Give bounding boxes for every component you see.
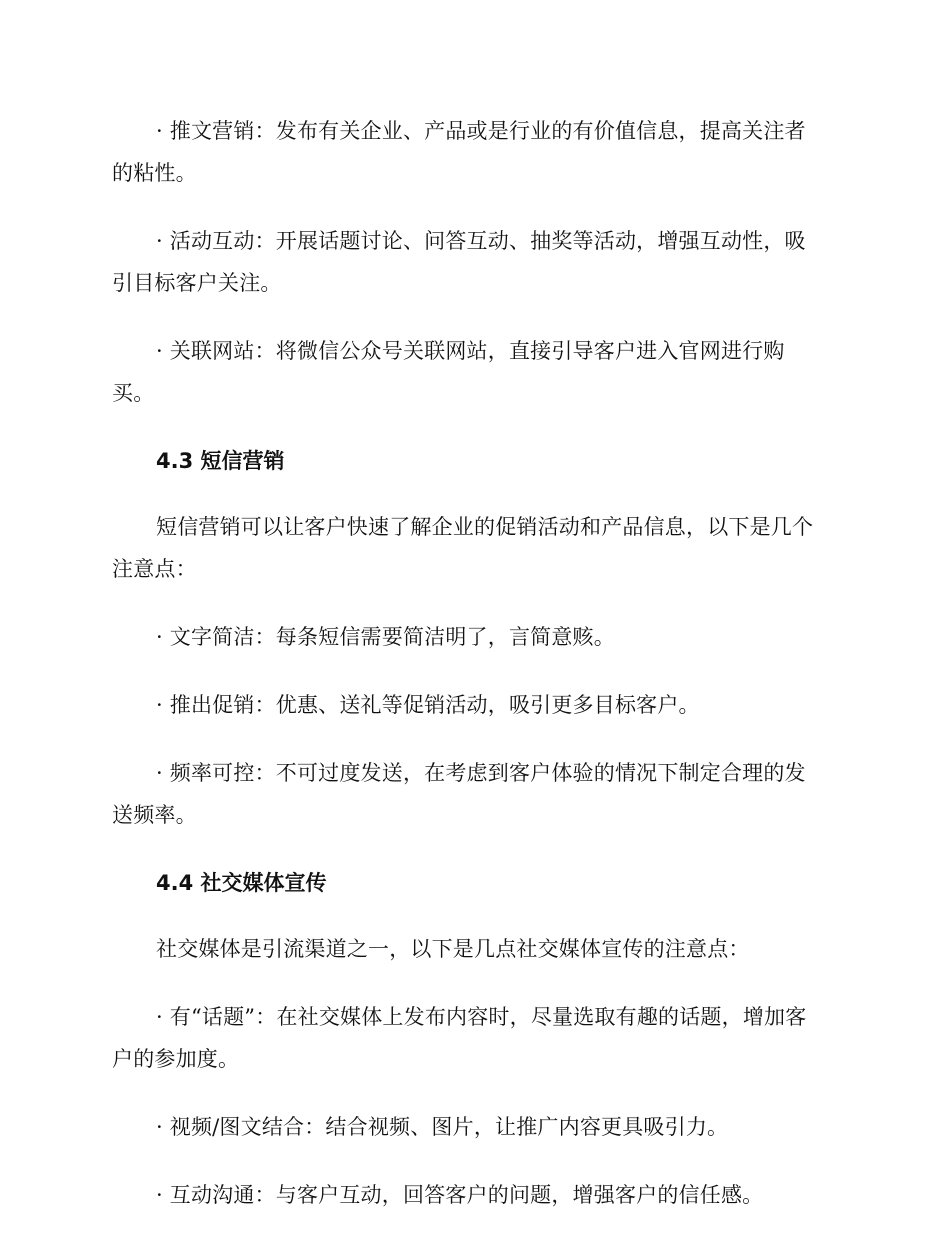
bullet-interactive-communication: · 互动沟通：与客户互动，回答客户的问题，增强客户的信任感。 (156, 1183, 764, 1207)
section-heading-sms-marketing: 4.3 短信营销 (156, 449, 285, 473)
bullet-topics: · 有“话题”：在社交媒体上发布内容时，尽量选取有趣的话题，增加客户的参加度。 (112, 1005, 807, 1071)
bullet-concise-text: · 文字简洁：每条短信需要简洁明了，言简意赅。 (156, 625, 615, 649)
section-heading-social-media: 4.4 社交媒体宣传 (156, 871, 327, 895)
bullet-video-image-combination: · 视频/图文结合：结合视频、图片，让推广内容更具吸引力。 (156, 1115, 729, 1139)
bullet-linked-website: · 关联网站：将微信公众号关联网站，直接引导客户进入官网进行购买。 (112, 339, 785, 405)
social-media-intro-paragraph: 社交媒体是引流渠道之一，以下是几点社交媒体宣传的注意点： (156, 937, 750, 961)
bullet-tweet-marketing: · 推文营销：发布有关企业、产品或是行业的有价值信息，提高关注者的粘性。 (112, 119, 806, 185)
document-body (112, 110, 824, 1242)
bullet-activity-interaction: · 活动互动：开展话题讨论、问答互动、抽奖等活动，增强互动性，吸引目标客户关注。 (112, 229, 806, 295)
bullet-promotions: · 推出促销：优惠、送礼等促销活动，吸引更多目标客户。 (156, 693, 700, 717)
bullet-frequency-control: · 频率可控：不可过度发送，在考虑到客户体验的情况下制定合理的发送频率。 (112, 761, 806, 827)
sms-intro-paragraph: 短信营销可以让客户快速了解企业的促销活动和产品信息，以下是几个注意点： (112, 515, 814, 581)
